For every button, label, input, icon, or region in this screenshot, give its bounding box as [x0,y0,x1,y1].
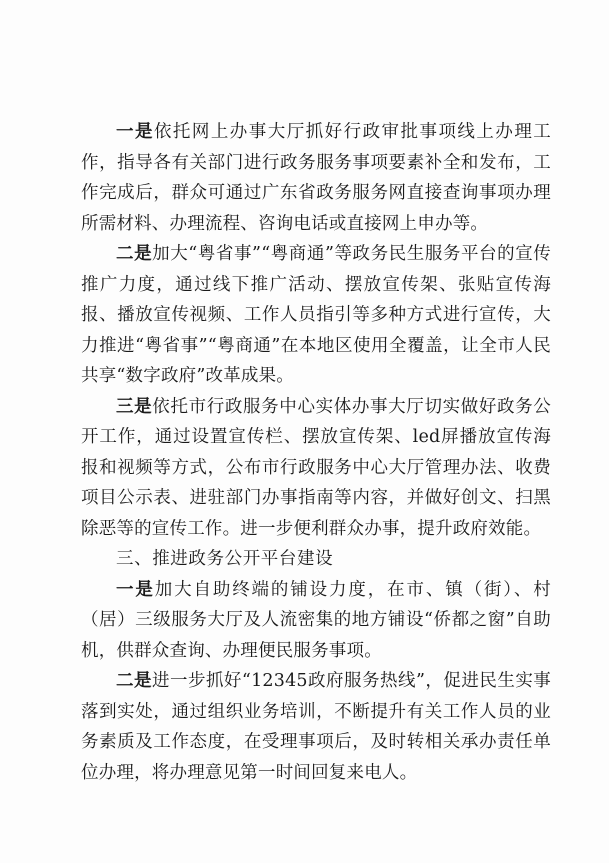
paragraph-3-lead: 三是 [116,396,153,417]
paragraph-2-text: 加大“粤省事”“粤商通”等政务民生服务平台的宣传推广力度，通过线下推广活动、摆放宣传架、张贴宣传海报、播放宣传视频、工作人员指引等多种方式进行宣传，大力推进“粤省事”“粤商通”在本地区使用全覆盖，让全市人民共享“数字政府”改革成果。 [81,244,551,386]
section-paragraph-2 [81,666,551,788]
paragraph-1-lead: 一是 [116,122,154,142]
paragraph-1-text: 依托网上办事大厅抓好行政审批事项线上办理工作，指导各有关部门进行政务服务事项要素补全和发布，工作完成后，群众可通过广东省政务服务网直接查询事项办理所需材料、办理流程、咨询电话或直接网上申办等。 [81,122,551,234]
document-body [81,117,551,788]
section-paragraph-1-text: 加大自助终端的铺设力度，在市、镇（街）、村（居）三级服务大厅及人流密集的地方铺设“侨都之窗”自助机，供群众查询、办理便民服务事项。 [81,579,551,661]
paragraph-3 [81,392,551,545]
section-paragraph-2-text: 进一步抓好“12345政府服务热线”，促进民生实事落到实处，通过组织业务培训，不断提升有关工作人员的业务素质及工作态度，在受理事项后，及时转相关承办责任单位办理，将办理意见第一时间回复来电人。 [81,671,552,783]
paragraph-2-lead: 二是 [116,244,153,264]
paragraph-2 [81,239,551,392]
section-paragraph-1 [81,575,551,667]
section-paragraph-1-lead: 一是 [116,579,155,600]
section-paragraph-2-lead: 二是 [116,671,152,691]
section-heading: 三、推进政务公开平台建设 [116,549,334,569]
paragraph-1 [81,117,551,239]
paragraph-3-text: 依托市行政服务中心实体办事大厅切实做好政务公开工作，通过设置宣传栏、摆放宣传架、led屏播放宣传海报和视频等方式，公布市行政服务中心大厅管理办法、收费项目公示表、进驻部门办事指南等内容，并做好创文、扫黑除恶等的宣传工作。进一步便利群众办事，提升政府效能。 [81,396,551,539]
